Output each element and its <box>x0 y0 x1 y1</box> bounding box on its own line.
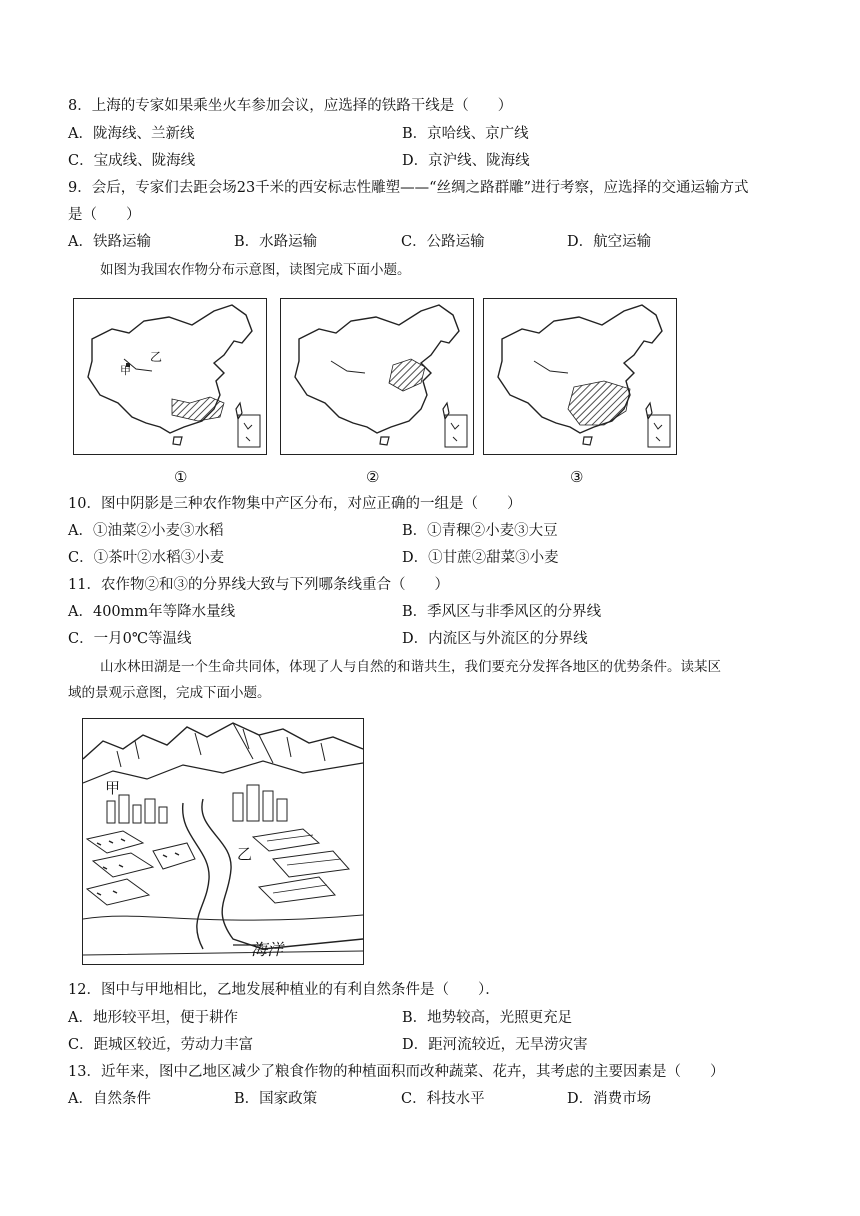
landscape-intro-line1: 山水林田湖是一个生命共同体，体现了人与自然的和谐共生，我们要充分发挥各地区的优势条件。读某区 <box>100 659 721 675</box>
question-12-option-a[interactable]: A．地形较平坦，便于耕作 <box>68 1010 238 1026</box>
crop-map-3 <box>483 298 677 455</box>
map1-mark-jia: 甲 <box>120 364 131 377</box>
question-10-option-d[interactable]: D．①甘蔗②甜菜③小麦 <box>402 550 559 566</box>
question-11-option-b[interactable]: B．季风区与非季风区的分界线 <box>402 604 602 620</box>
question-8-option-c[interactable]: C．宝成线、陇海线 <box>68 153 196 169</box>
map1-mark-yi: 乙 <box>150 350 163 364</box>
question-10-option-c[interactable]: C．①茶叶②水稻③小麦 <box>68 550 225 566</box>
question-11-option-a[interactable]: A．400mm年等降水量线 <box>68 604 236 620</box>
map-label-2: ② <box>366 468 380 486</box>
question-8-option-d[interactable]: D．京沪线、陇海线 <box>402 153 530 169</box>
question-10-option-b[interactable]: B．①青稞②小麦③大豆 <box>402 523 558 539</box>
question-9-option-b[interactable]: B．水路运输 <box>234 234 318 250</box>
scene-label-yi: 乙 <box>237 845 253 863</box>
question-11-option-c[interactable]: C．一月0℃等温线 <box>68 631 192 647</box>
question-12-option-b[interactable]: B．地势较高，光照更充足 <box>402 1010 573 1026</box>
china-outline-map-3 <box>484 299 676 454</box>
question-13-option-c[interactable]: C．科技水平 <box>401 1091 485 1107</box>
question-9-stem-line1: 9．会后，专家们去距会场23千米的西安标志性雕塑——“丝绸之路群雕”进行考察，应选择的交通运输方式 <box>68 180 749 196</box>
crop-maps-intro: 如图为我国农作物分布示意图，读图完成下面小题。 <box>100 262 411 278</box>
question-13-option-d[interactable]: D．消费市场 <box>567 1091 652 1107</box>
question-12-option-d[interactable]: D．距河流较近，无旱涝灾害 <box>402 1037 588 1053</box>
question-13-stem: 13．近年来，图中乙地区减少了粮食作物的种植面积而改种蔬菜、花卉，其考虑的主要因素是（ ） <box>68 1064 725 1080</box>
question-8-option-a[interactable]: A．陇海线、兰新线 <box>68 126 195 142</box>
question-8-option-b[interactable]: B．京哈线、京广线 <box>402 126 529 142</box>
crop-map-2 <box>280 298 474 455</box>
question-9-stem-line2: 是（ ） <box>68 207 141 223</box>
landscape-illustration <box>83 719 363 964</box>
question-10-option-a[interactable]: A．①油菜②小麦③水稻 <box>68 523 224 539</box>
map-label-3: ③ <box>570 468 584 486</box>
question-11-option-d[interactable]: D．内流区与外流区的分界线 <box>402 631 588 647</box>
crop-map-1 <box>73 298 267 455</box>
question-11-stem: 11．农作物②和③的分界线大致与下列哪条线重合（ ） <box>68 577 449 593</box>
question-9-option-d[interactable]: D．航空运输 <box>567 234 652 250</box>
china-outline-map-1 <box>74 299 266 454</box>
question-9-option-c[interactable]: C．公路运输 <box>401 234 485 250</box>
question-10-stem: 10．图中阴影是三种农作物集中产区分布，对应正确的一组是（ ） <box>68 496 522 512</box>
question-13-option-a[interactable]: A．自然条件 <box>68 1091 151 1107</box>
scene-label-jia: 甲 <box>105 779 121 797</box>
china-outline-map-2 <box>281 299 473 454</box>
scene-label-sea: 海洋 <box>251 940 284 959</box>
question-13-option-b[interactable]: B．国家政策 <box>234 1091 318 1107</box>
landscape-sketch <box>82 718 364 965</box>
question-12-stem: 12．图中与甲地相比，乙地发展种植业的有利自然条件是（ ）． <box>68 982 500 998</box>
question-9-option-a[interactable]: A．铁路运输 <box>68 234 151 250</box>
question-8-stem: 8．上海的专家如果乘坐火车参加会议，应选择的铁路干线是（ ） <box>68 98 513 114</box>
question-12-option-c[interactable]: C．距城区较近，劳动力丰富 <box>68 1037 254 1053</box>
landscape-intro-line2: 域的景观示意图，完成下面小题。 <box>68 685 271 701</box>
map-label-1: ① <box>174 468 188 486</box>
